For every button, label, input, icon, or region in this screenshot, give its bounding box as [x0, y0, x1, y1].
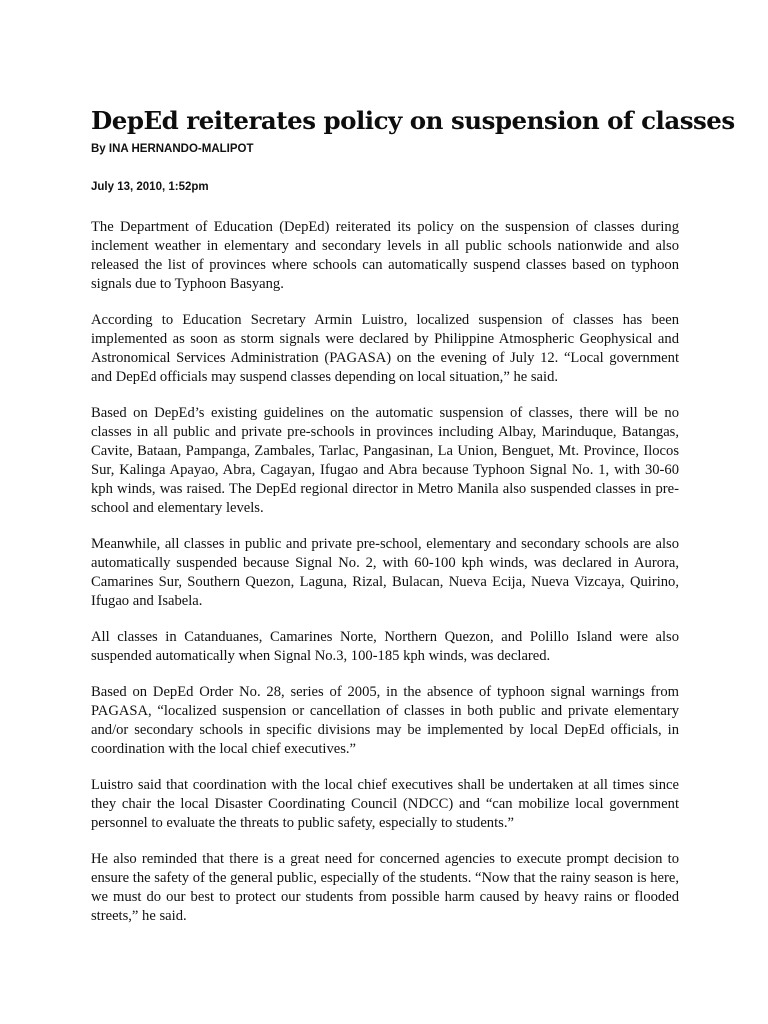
article-paragraph: Luistro said that coordination with the local chief executives shall be undertaken at all times since they chair the local Disaster Coordinating Council (NDCC) and “can mobilize local government personnel to evaluate the threats to public safety, especially to students.”	[91, 777, 679, 831]
article-paragraph: Based on DepEd’s existing guidelines on the automatic suspension of classes, there will be no classes in all public and private pre-schools in provinces including Albay, Marinduque, Batangas, Cavite, Bataan, Pampanga, Zambales, Tarlac, Pangasinan, La Union, Benguet, Mt. Province, Ilocos Sur, Kalinga Apayao, Abra, Cagayan, Ifugao and Abra because Typhoon Signal No. 1, with 30-60 kph winds, was raised. The DepEd regional director in Metro Manila also suspended classes in pre-school and elementary levels.	[91, 405, 679, 516]
article-paragraph: He also reminded that there is a great need for concerned agencies to execute prompt decision to ensure the safety of the general public, especially of the students. “Now that the rainy season is here, we must do our best to protect our students from possible harm caused by heavy rains or flooded streets,” he said.	[91, 851, 679, 924]
article-paragraph: Meanwhile, all classes in public and private pre-school, elementary and secondary schools are also automatically suspended because Signal No. 2, with 60-100 kph winds, was declared in Aurora, Camarines Sur, Southern Quezon, Laguna, Rizal, Bulacan, Nueva Ecija, Nueva Vizcaya, Quirino, Ifugao and Isabela.	[91, 536, 679, 609]
article-dateline: July 13, 2010, 1:52pm	[91, 181, 209, 193]
article-paragraph: All classes in Catanduanes, Camarines Norte, Northern Quezon, and Polillo Island were also suspended automatically when Signal No.3, 100-185 kph winds, was declared.	[91, 629, 679, 664]
article-paragraph: According to Education Secretary Armin Luistro, localized suspension of classes has been implemented as soon as storm signals were declared by Philippine Atmospheric Geophysical and Astronomical Services Administration (PAGASA) on the evening of July 12. “Local government and DepEd officials may suspend classes depending on local situation,” he said.	[91, 312, 679, 385]
article	[91, 104, 735, 943]
article-paragraph: Based on DepEd Order No. 28, series of 2005, in the absence of typhoon signal warnings from PAGASA, “localized suspension or cancellation of classes in both public and private elementary and/or secondary schools in specific divisions may be implemented by local DepEd officials, in coordination with the local chief executives.”	[91, 684, 679, 757]
article-headline: DepEd reiterates policy on suspension of classes	[91, 106, 735, 135]
article-paragraph: The Department of Education (DepEd) reiterated its policy on the suspension of classes during inclement weather in elementary and secondary levels in all public schools nationwide and also released the list of provinces where schools can automatically suspend classes based on typhoon signals due to Typhoon Basyang.	[91, 219, 679, 292]
article-byline: By INA HERNANDO-MALIPOT	[91, 143, 254, 155]
article-body	[91, 218, 679, 926]
